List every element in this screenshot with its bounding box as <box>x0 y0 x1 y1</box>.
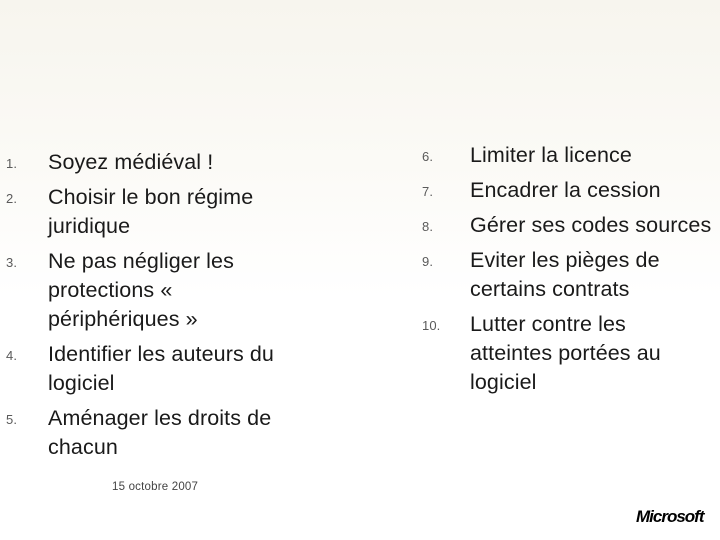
list-item-10 <box>422 310 712 397</box>
footer-date: 15 octobre 2007 <box>112 481 199 493</box>
right-numbered-list <box>422 141 712 403</box>
list-item-8 <box>422 211 712 240</box>
list-item-6 <box>422 141 712 170</box>
list-number: 7. <box>422 184 434 199</box>
list-number: 8. <box>422 219 434 234</box>
list-item-text: Lutter contre les atteintes portées au logiciel <box>470 312 661 394</box>
list-item-text: Ne pas négliger les protections « périphériques » <box>48 249 234 331</box>
list-item-3 <box>6 247 306 334</box>
list-item-text: Gérer ses codes sources <box>470 213 712 237</box>
list-item-text: Choisir le bon régime juridique <box>48 185 254 238</box>
list-item-5 <box>6 404 306 462</box>
list-number: 5. <box>6 412 18 427</box>
list-item-text: Soyez médiéval ! <box>48 150 214 174</box>
list-item-9 <box>422 246 712 304</box>
list-number: 1. <box>6 156 18 171</box>
list-item-7 <box>422 176 712 205</box>
list-item-text: Eviter les pièges de certains contrats <box>470 248 660 301</box>
list-item-text: Encadrer la cession <box>470 178 661 202</box>
list-number: 10. <box>422 318 441 333</box>
list-number: 3. <box>6 255 18 270</box>
list-number: 2. <box>6 191 18 206</box>
list-number: 9. <box>422 254 434 269</box>
microsoft-logo: Microsoft <box>636 507 704 526</box>
list-number: 4. <box>6 348 18 363</box>
list-item-text: Identifier les auteurs du logiciel <box>48 342 274 395</box>
list-item-1 <box>6 148 306 177</box>
list-item-text: Limiter la licence <box>470 143 632 167</box>
left-numbered-list <box>6 148 306 468</box>
list-item-text: Aménager les droits de chacun <box>48 406 272 459</box>
list-number: 6. <box>422 149 434 164</box>
list-item-2 <box>6 183 306 241</box>
list-item-4 <box>6 340 306 398</box>
